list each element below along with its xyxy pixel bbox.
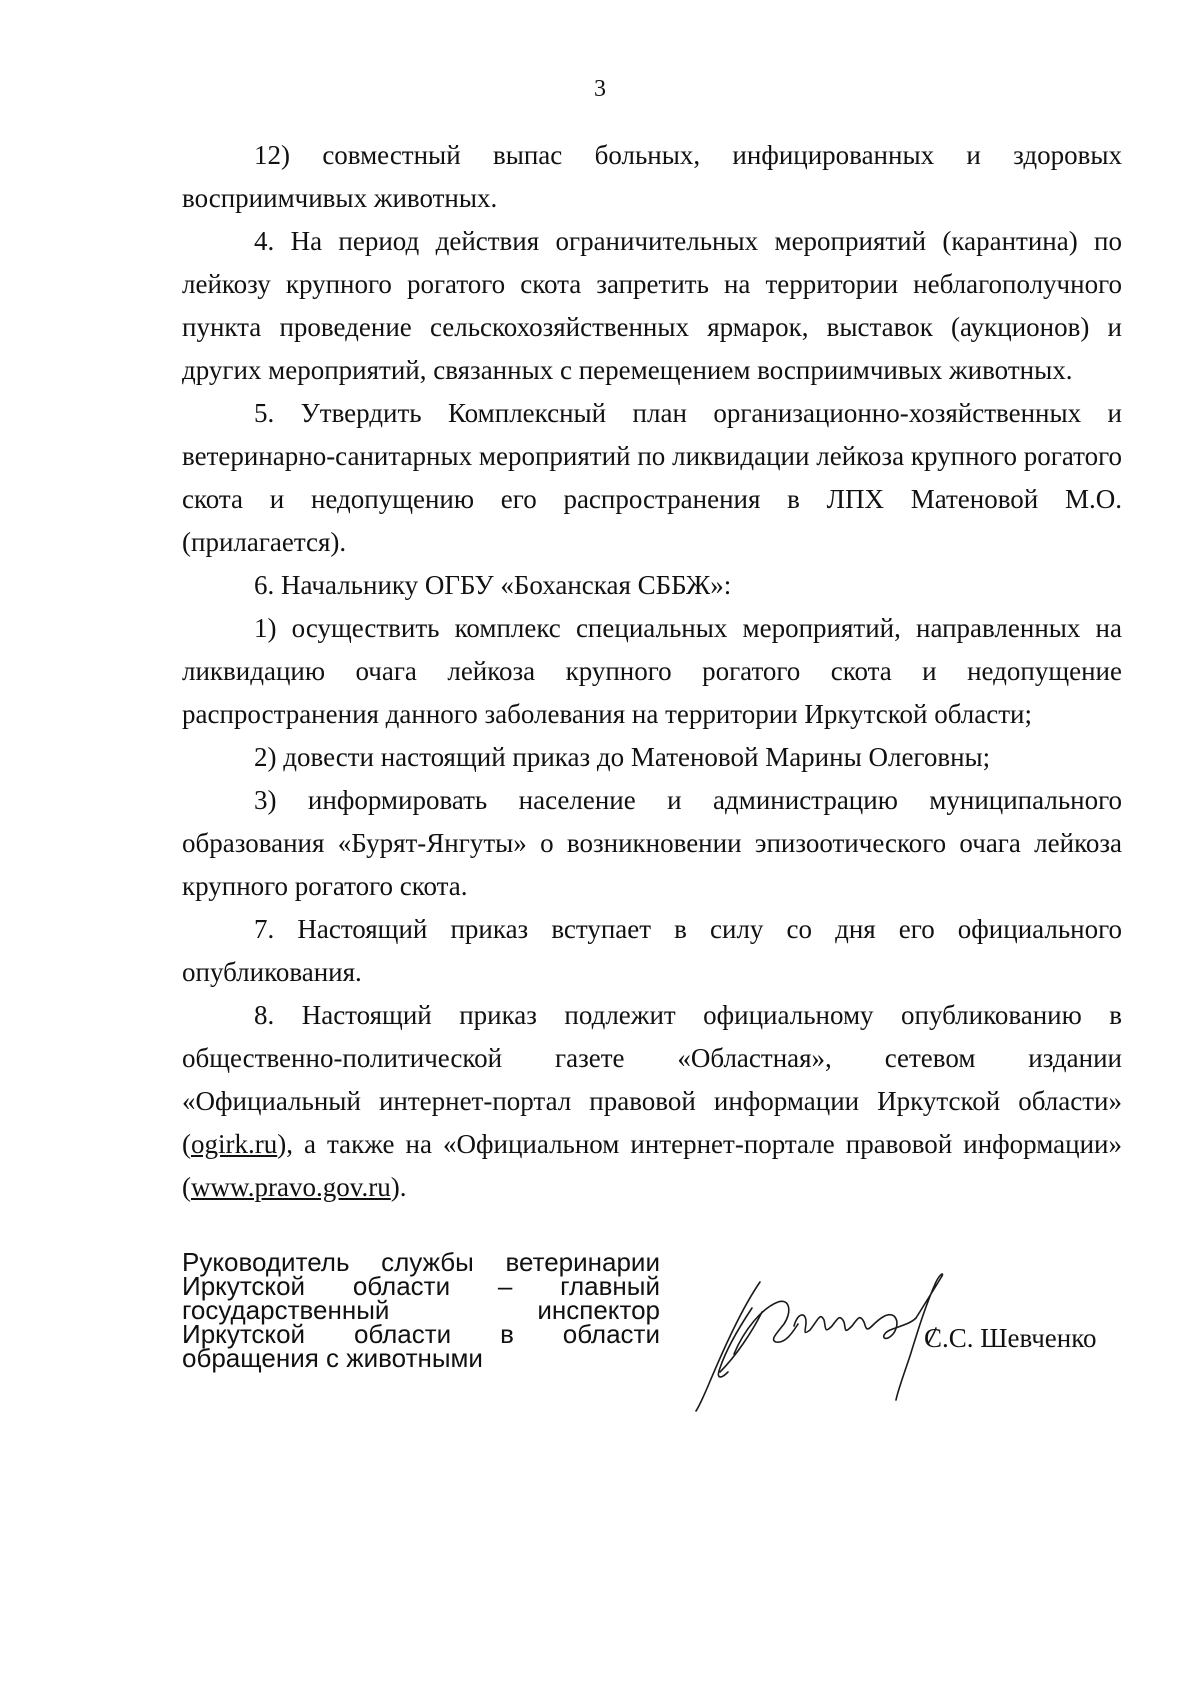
signatory-title	[182, 1247, 660, 1373]
signatory-word: области	[353, 1319, 452, 1349]
signatory-word: инспектор	[537, 1295, 660, 1325]
signatory-word: в	[500, 1319, 514, 1349]
signatory-word: Руководитель	[182, 1247, 350, 1277]
paragraph-6: 6. Начальнику ОГБУ «Боханская СББЖ»:	[254, 570, 732, 600]
paragraph-6-1: 1) осуществить комплекс специальных мероприятий, направленных на ликвидацию очага лейкоза крупного рогатого скота и недопущение распространения данного заболевания на территории Иркутской области;	[182, 613, 1122, 729]
paragraph-8	[182, 994, 1122, 1209]
signatory-word: обращения с животными	[182, 1343, 483, 1373]
signatory-title-line-5	[182, 1343, 660, 1373]
signatory-word: области	[562, 1319, 660, 1349]
signatory-word: государственный	[182, 1295, 390, 1325]
document-body	[182, 134, 1122, 1209]
signatory-word: Иркутской	[182, 1271, 306, 1301]
paragraph-8-text-2: ), а также на «Официальном интернет-портале правовой информации» (	[182, 1129, 1122, 1202]
paragraph-8-text-1: 8. Настоящий приказ подлежит официальному опубликованию в общественно-политической газете «Областная», сетевом издании «Официальный интернет-портал правовой информации Иркутской области» (	[182, 1000, 1122, 1159]
link-pravo[interactable]: www.pravo.gov.ru	[191, 1172, 391, 1202]
paragraph-6-3: 3) информировать население и администрацию муниципального образования «Бурят-Янгуты» о возникновении эпизоотического очага лейкоза крупного рогатого скота.	[182, 785, 1122, 901]
paragraph-4: 4. На период действия ограничительных мероприятий (карантина) по лейкозу крупного рогатого скота запретить на территории неблагополучного пункта проведение сельскохозяйственных ярмарок, выставок (аукционов) и других мероприятий, связанных с перемещением восприимчивых животных.	[182, 226, 1122, 385]
page-number: 3	[594, 76, 606, 102]
paragraph-8-text-3: ).	[390, 1172, 407, 1202]
signatory-word: ветеринарии	[505, 1247, 660, 1277]
signatory-word: области	[352, 1271, 451, 1301]
link-ogirk[interactable]: ogirk.ru	[191, 1129, 278, 1159]
paragraph-7: 7. Настоящий приказ вступает в силу со дня его официального опубликования.	[182, 914, 1122, 987]
paragraph-5: 5. Утвердить Комплексный план организационно-хозяйственных и ветеринарно-санитарных мероприятий по ликвидации лейкоза крупного рогатого скота и недопущению его распространения в ЛПХ Матеновой М.О. (прилагается).	[182, 398, 1122, 557]
signatory-word: Иркутской	[182, 1319, 306, 1349]
paragraph-6-2: 2) довести настоящий приказ до Матеновой Марины Олеговны;	[254, 742, 991, 772]
signatory-name: С.С. Шевченко	[924, 1323, 1097, 1353]
paragraph-12: 12) совместный выпас больных, инфицированных и здоровых восприимчивых животных.	[182, 140, 1122, 213]
signatory-word: –	[497, 1271, 513, 1301]
signatory-word: службы	[381, 1247, 474, 1277]
handwritten-signature	[690, 1268, 960, 1413]
signatory-word: главный	[560, 1271, 660, 1301]
